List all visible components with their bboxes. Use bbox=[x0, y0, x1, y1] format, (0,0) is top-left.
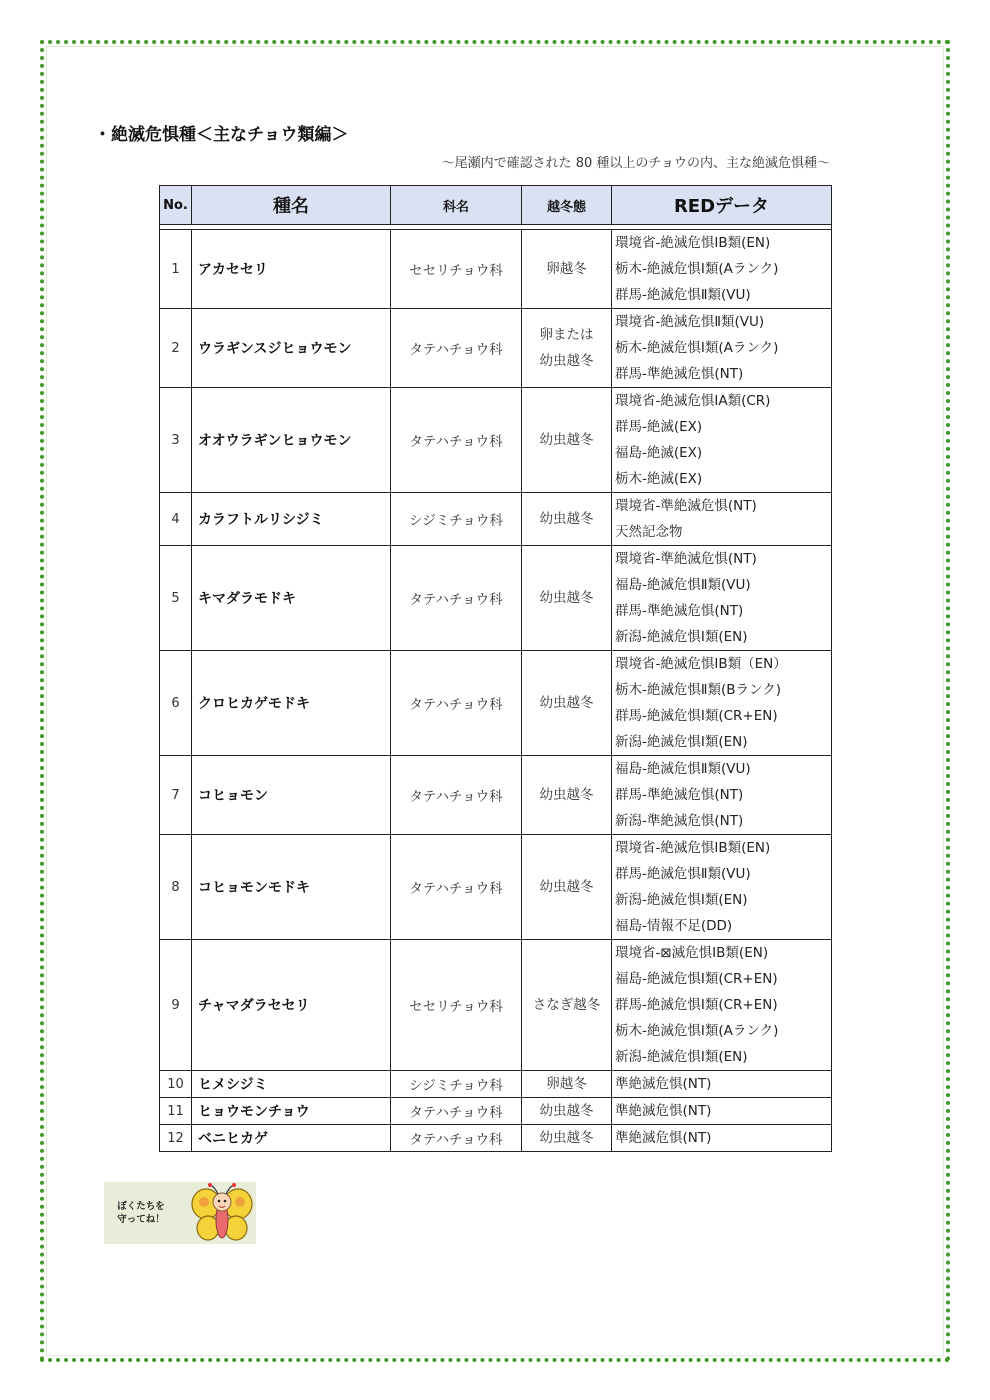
species-name: ウラギンスジヒョウモン bbox=[192, 309, 391, 388]
row-number: 5 bbox=[160, 546, 192, 651]
red-data-cell bbox=[612, 1071, 832, 1098]
overwintering-stage bbox=[522, 1098, 612, 1125]
red-data-entry: 福島-絶滅危惧Ⅰ類(CR+EN) bbox=[615, 971, 778, 987]
species-name: コヒョモン bbox=[192, 756, 391, 835]
red-data-cell bbox=[612, 1125, 832, 1152]
red-data-cell bbox=[612, 388, 832, 493]
red-data-entry: 環境省-絶滅危惧ⅠB類(EN) bbox=[615, 840, 771, 856]
family-name: タテハチョウ科 bbox=[391, 835, 522, 940]
red-data-entry: 環境省-絶滅危惧ⅠA類(CR) bbox=[615, 393, 771, 409]
species-name: ベニヒカゲ bbox=[192, 1125, 391, 1152]
family-name: タテハチョウ科 bbox=[391, 388, 522, 493]
row-number: 12 bbox=[160, 1125, 192, 1152]
red-data-entry: 新潟-絶滅危惧Ⅰ類(EN) bbox=[615, 629, 748, 645]
table-header-row bbox=[160, 186, 832, 225]
row-number: 6 bbox=[160, 651, 192, 756]
table-body bbox=[160, 225, 832, 1152]
red-data-entry: 栃木-絶滅危惧Ⅰ類(Aランク) bbox=[615, 1023, 779, 1039]
red-data-entry: 環境省-絶滅危惧IB類（EN） bbox=[615, 656, 787, 672]
row-number: 7 bbox=[160, 756, 192, 835]
table-row bbox=[160, 546, 832, 651]
red-data-cell bbox=[612, 230, 832, 309]
overwintering-line: 卵越冬 bbox=[546, 261, 587, 277]
overwintering-line: 卵越冬 bbox=[546, 1076, 587, 1092]
red-data-entry: 天然記念物 bbox=[615, 524, 683, 540]
species-name: クロヒカゲモドキ bbox=[192, 651, 391, 756]
red-data-entry: 福島-絶滅危惧Ⅱ類(VU) bbox=[615, 577, 751, 593]
red-data-entry: 群馬-絶滅危惧Ⅱ類(VU) bbox=[615, 287, 751, 303]
row-number: 10 bbox=[160, 1071, 192, 1098]
overwintering-line: 幼虫越冬 bbox=[539, 590, 594, 606]
row-number: 11 bbox=[160, 1098, 192, 1125]
species-name: チャマダラセセリ bbox=[192, 940, 391, 1071]
header-species-name: 種名 bbox=[192, 186, 391, 225]
overwintering-line: 幼虫越冬 bbox=[539, 695, 594, 711]
header-family: 科名 bbox=[391, 186, 522, 225]
family-name: タテハチョウ科 bbox=[391, 756, 522, 835]
red-data-entry: 栃木-絶滅(EX) bbox=[615, 471, 703, 487]
table-row bbox=[160, 388, 832, 493]
red-data-entry: 群馬-準絶滅危惧(NT) bbox=[615, 787, 744, 803]
red-data-entry: 栃木-絶滅危惧Ⅰ類(Aランク) bbox=[615, 261, 779, 277]
row-number: 9 bbox=[160, 940, 192, 1071]
overwintering-stage bbox=[522, 756, 612, 835]
red-data-cell bbox=[612, 835, 832, 940]
header-no: No. bbox=[160, 186, 192, 225]
red-data-entry: 群馬-絶滅危惧Ⅰ類(CR+EN) bbox=[615, 997, 778, 1013]
overwintering-stage bbox=[522, 309, 612, 388]
overwintering-stage bbox=[522, 546, 612, 651]
red-data-cell bbox=[612, 756, 832, 835]
table-row bbox=[160, 1071, 832, 1098]
red-data-entry: 新潟-絶滅危惧Ⅰ類(EN) bbox=[615, 734, 748, 750]
endangered-butterfly-table bbox=[159, 185, 832, 1152]
red-data-entry: 福島-絶滅危惧Ⅱ類(VU) bbox=[615, 761, 751, 777]
table-row bbox=[160, 230, 832, 309]
header-overwintering: 越冬態 bbox=[522, 186, 612, 225]
red-data-entry: 新潟-準絶滅危惧(NT) bbox=[615, 813, 744, 829]
species-name: カラフトルリシジミ bbox=[192, 493, 391, 546]
family-name: タテハチョウ科 bbox=[391, 309, 522, 388]
red-data-entry: 栃木-絶滅危惧Ⅰ類(Aランク) bbox=[615, 340, 779, 356]
overwintering-line: 幼虫越冬 bbox=[539, 1130, 594, 1146]
overwintering-line: 幼虫越冬 bbox=[539, 511, 594, 527]
red-data-entry: 栃木-絶滅危惧Ⅱ類(Bランク) bbox=[615, 682, 782, 698]
species-name: オオウラギンヒョウモン bbox=[192, 388, 391, 493]
red-data-entry: 環境省-絶滅危惧ⅠB類(EN) bbox=[615, 235, 771, 251]
row-number: 3 bbox=[160, 388, 192, 493]
family-name: シジミチョウ科 bbox=[391, 493, 522, 546]
red-data-entry: 福島-絶滅(EX) bbox=[615, 445, 703, 461]
logo-text bbox=[110, 1200, 172, 1226]
table-row bbox=[160, 1125, 832, 1152]
overwintering-line: 幼虫越冬 bbox=[539, 787, 594, 803]
overwintering-line: 幼虫越冬 bbox=[539, 1103, 594, 1119]
red-data-entry: 群馬-絶滅危惧Ⅱ類(VU) bbox=[615, 866, 751, 882]
red-data-cell bbox=[612, 546, 832, 651]
red-data-entry: 群馬-準絶滅危惧(NT) bbox=[615, 603, 744, 619]
species-name: キマダラモドキ bbox=[192, 546, 391, 651]
page-subtitle: ～尾瀬内で確認された 80 種以上のチョウの内、主な絶滅危惧種～ bbox=[441, 156, 830, 171]
species-name: ヒョウモンチョウ bbox=[192, 1098, 391, 1125]
row-number: 4 bbox=[160, 493, 192, 546]
family-name: シジミチョウ科 bbox=[391, 1071, 522, 1098]
overwintering-stage bbox=[522, 493, 612, 546]
red-data-entry: 群馬-準絶滅危惧(NT) bbox=[615, 366, 744, 382]
overwintering-stage bbox=[522, 388, 612, 493]
species-name: アカセセリ bbox=[192, 230, 391, 309]
table-row bbox=[160, 756, 832, 835]
red-data-entry: 新潟-絶滅危惧Ⅰ類(EN) bbox=[615, 892, 748, 908]
overwintering-stage bbox=[522, 1071, 612, 1098]
red-data-cell bbox=[612, 309, 832, 388]
red-data-entry: 準絶滅危惧(NT) bbox=[615, 1076, 712, 1092]
red-data-cell bbox=[612, 493, 832, 546]
red-data-cell bbox=[612, 940, 832, 1071]
family-name: タテハチョウ科 bbox=[391, 651, 522, 756]
red-data-entry: 群馬-絶滅危惧Ⅰ類(CR+EN) bbox=[615, 708, 778, 724]
red-data-entry: 環境省-準絶滅危惧(NT) bbox=[615, 498, 757, 514]
row-number: 2 bbox=[160, 309, 192, 388]
overwintering-stage bbox=[522, 651, 612, 756]
overwintering-stage bbox=[522, 940, 612, 1071]
red-data-entry: 環境省-準絶滅危惧(NT) bbox=[615, 551, 757, 567]
red-data-entry: 新潟-絶滅危惧Ⅰ類(EN) bbox=[615, 1049, 748, 1065]
overwintering-stage bbox=[522, 230, 612, 309]
table-row bbox=[160, 309, 832, 388]
overwintering-line: さなぎ越冬 bbox=[532, 997, 601, 1013]
red-data-entry: 環境省-絶滅危惧Ⅱ類(VU) bbox=[615, 314, 765, 330]
species-name: ヒメシジミ bbox=[192, 1071, 391, 1098]
page-title: ・絶滅危惧種＜主なチョウ類編＞ bbox=[94, 125, 349, 145]
row-number: 1 bbox=[160, 230, 192, 309]
table-row bbox=[160, 651, 832, 756]
red-data-entry: 準絶滅危惧(NT) bbox=[615, 1103, 712, 1119]
family-name: セセリチョウ科 bbox=[391, 230, 522, 309]
table-row bbox=[160, 835, 832, 940]
family-name: タテハチョウ科 bbox=[391, 546, 522, 651]
family-name: タテハチョウ科 bbox=[391, 1125, 522, 1152]
red-data-entry: 福島-情報不足(DD) bbox=[615, 918, 733, 934]
red-data-entry: 準絶滅危惧(NT) bbox=[615, 1130, 712, 1146]
logo-text-line1: ぼくたちを bbox=[117, 1201, 165, 1212]
red-data-cell bbox=[612, 1098, 832, 1125]
red-data-entry: 環境省-⊠滅危惧ⅠB類(EN) bbox=[615, 945, 769, 961]
overwintering-line: 卵または bbox=[539, 327, 594, 343]
butterfly-mascot-icon bbox=[190, 1182, 254, 1244]
red-data-entry: 群馬-絶滅(EX) bbox=[615, 419, 703, 435]
table-row bbox=[160, 1098, 832, 1125]
overwintering-stage bbox=[522, 835, 612, 940]
overwintering-stage bbox=[522, 1125, 612, 1152]
table-row bbox=[160, 940, 832, 1071]
species-name: コヒョモンモドキ bbox=[192, 835, 391, 940]
logo-text-line2: 守ってね！ bbox=[117, 1214, 165, 1225]
red-data-cell bbox=[612, 651, 832, 756]
overwintering-line: 幼虫越冬 bbox=[539, 353, 594, 369]
overwintering-line: 幼虫越冬 bbox=[539, 879, 594, 895]
overwintering-line: 幼虫越冬 bbox=[539, 432, 594, 448]
mascot-logo bbox=[104, 1182, 256, 1244]
family-name: タテハチョウ科 bbox=[391, 1098, 522, 1125]
row-number: 8 bbox=[160, 835, 192, 940]
family-name: セセリチョウ科 bbox=[391, 940, 522, 1071]
header-red-data: REDデータ bbox=[612, 186, 832, 225]
table-row bbox=[160, 493, 832, 546]
